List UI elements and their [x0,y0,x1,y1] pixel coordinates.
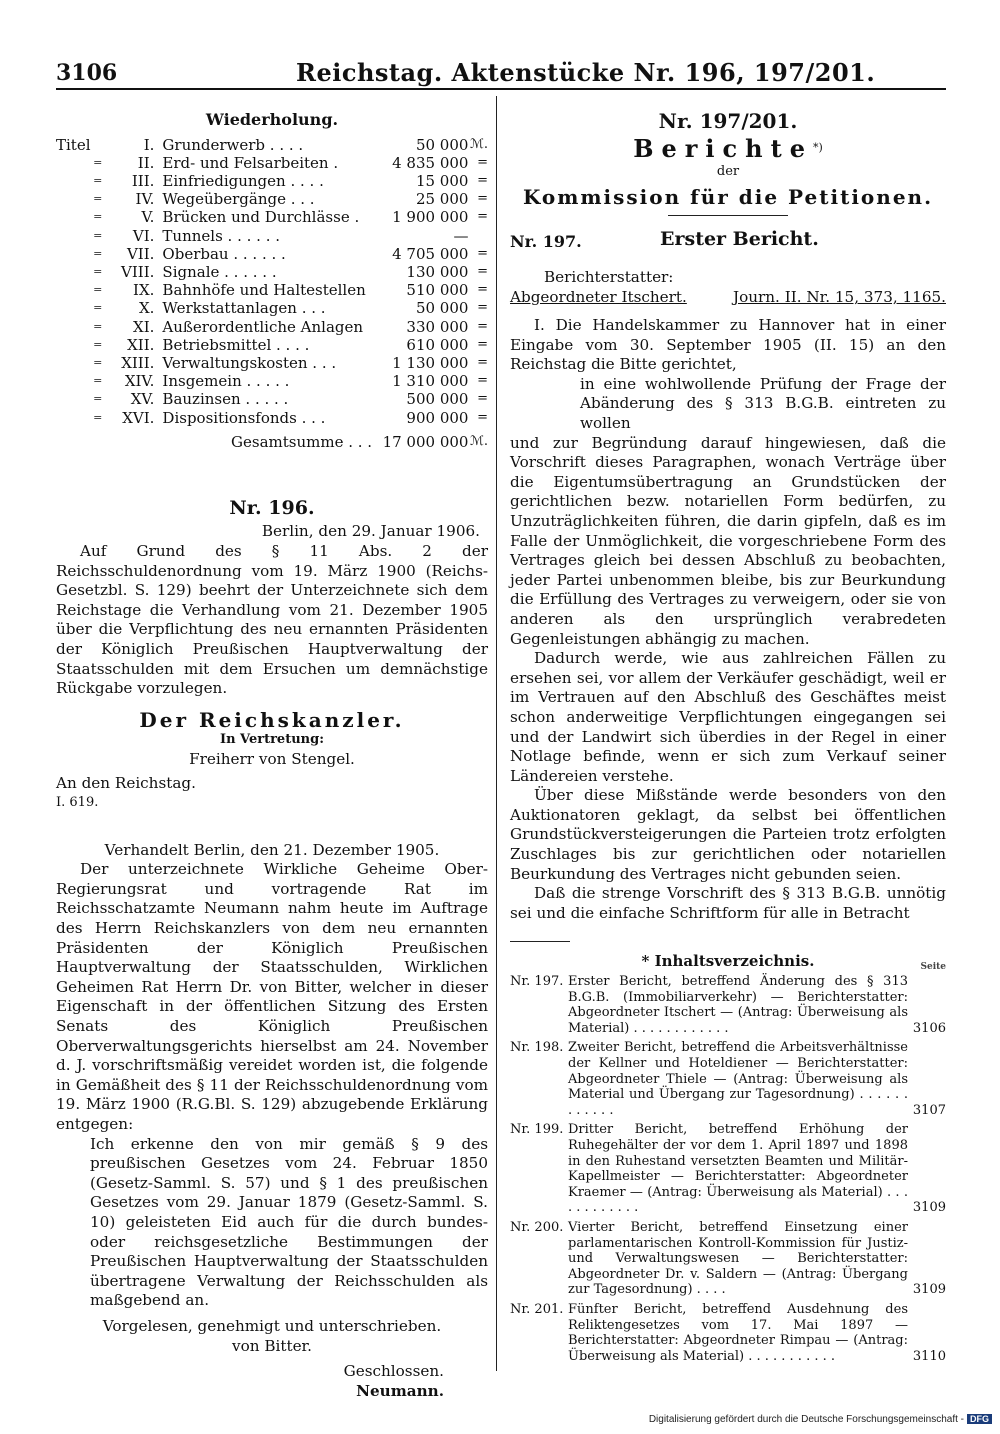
cost-row-item: Oberbau . . . . . . [162,244,286,263]
cost-total-row [56,427,488,451]
toc-entries [510,974,946,1364]
cost-row-roman: II. [137,153,155,172]
cost-row-item: Signale . . . . . . [162,263,277,281]
cost-row-item: Tunnels . . . . . . [162,226,280,245]
cost-row-unit: = [477,409,488,425]
cost-row-ditto: = [93,301,103,315]
header-rule [56,88,946,90]
cost-row-label [56,245,93,263]
toc-entry [510,1220,946,1298]
left-column [56,100,488,1401]
cost-row-roman: VII. [126,244,155,263]
cost-row [56,317,488,335]
toc-entry-text: Fünfter Bericht, betreffend Ausdehnung des Reliktengesetzes vom 17. Mai 1897 — Berichterstatter: Abgeordneter Rimpau — (Antrag: Überweisung als Material) . . . . . . . . . . . [568,1301,908,1364]
cost-row-item: Wegeübergänge . . . [162,190,315,209]
toc-entry [510,974,946,1036]
cost-row-label [56,354,93,372]
repetition-title: Wiederholung. [205,110,339,129]
cost-row-roman: I. [143,135,155,154]
cost-row-amount: 610 000 [406,335,469,354]
cost-row-roman: XI. [133,317,155,336]
journal-ref: Journ. II. Nr. 15, 373, 1165. [732,288,946,307]
cost-row-ditto: = [93,355,103,369]
nr196-date: Berlin, den 29. Januar 1906. [261,522,480,541]
verhandelt-body: Der unterzeichnete Wirkliche Geheime Ober-Regierungsrat und vortragende Rat im Reichsschatzamte Neumann nahm heute im Auftrage des Herrn Reichskanzlers von dem neu ernannten Präsidenten der Königlich Preußischen Hauptverwaltung der Staatsschulden, Wirklichen Geheimen Rat Herrn Dr. von Bitter, welcher in dieser Eigenschaft in der öffentlichen Sitzung des Ersten Senats des Königlich Preußischen Oberverwaltungsgerichts hierselbst am 24. November d. J. vorschriftsmäßig vereidet worden ist, die folgende in Gemäßheit des § 11 der Reichsschuldenordnung vom 19. März 1900 (R.G.Bl. S. 129) abzugebende Erklärung entgegen: [56,860,488,1133]
cost-row-ditto: = [93,155,103,169]
cost-row [56,172,488,190]
cost-row-amount: 4 705 000 [392,244,469,263]
cost-row-label [56,172,93,190]
cost-row-roman: XV. [130,390,155,409]
cost-row-item: Bahnhöfe und Haltestellen [162,281,366,300]
toc-entry-number: Nr. 201. [510,1301,564,1317]
cost-row-amount: 15 000 [415,172,469,191]
cost-row-unit: = [477,373,488,389]
cost-row-label [56,408,93,426]
cost-row-label [56,154,93,172]
cost-row [56,208,488,226]
cost-row [56,372,488,390]
cost-row-ditto: = [93,283,103,297]
berichte-title: Berichte [633,133,813,163]
cost-row-roman: IV. [135,190,155,209]
cost-table [56,136,488,451]
cost-row-item: Einfriedigungen . . . . [162,172,324,191]
toc-entry-text: Dritter Bericht, betreffend Erhöhung der Ruhegehälter der vor dem 1. April 1897 und 1898 in den Ruhestand versetzten Beamten und Militär-Kapellmeister — Berichterstatter: Abgeordneter Kraemer — (Antrag: Überweisung als Material) . . . . . . . . . . . . [568,1122,908,1216]
cost-row-amount: 50 000 [415,299,469,318]
table-of-contents [510,954,946,1364]
cost-row-amount: 1 900 000 [392,208,469,227]
toc-entry-number: Nr. 198. [510,1040,564,1056]
report-p2: und zur Begründung darauf hingewiesen, daß die Vorschrift dieses Paragraphen, wonach Verträge über die Eigentumsübertragung an Grundstücken der gerichtlichen bezw. notariellen Form bedürfen, zu Unzuträglichkeiten führen, die darin gipfeln, daß es im Falle der Unmöglichkeit, die vorgeschriebene Form des Vertrages gleich bei dessen Abschluß zu beobachten, jeder Partei unbenommen bleibe, bis zur Beurkundung die Erfüllung des Vertrages zu verweigern, oder sie von anderen als den ursprünglich verabredeten Gegenleistungen abhängig zu machen. [510,433,946,648]
cost-row-label [56,227,93,245]
cost-row-roman: XIII. [121,353,155,372]
cost-row-label [56,336,93,354]
cost-row-unit: = [477,154,488,170]
cost-row-item: Dispositionsfonds . . . [162,408,326,427]
report-p1: I. Die Handelskammer zu Hannover hat in einer Eingabe vom 30. September 1905 (II. 15) an den Reichstag die Bitte gerichtet, [510,316,946,374]
reporter-name: Abgeordneter Itschert. [510,288,687,307]
cost-row-ditto: = [93,210,103,224]
cost-row-amount: 510 000 [406,281,469,300]
cost-row-amount: 4 835 000 [392,153,469,172]
nr196-ref: I. 619. [56,795,99,811]
cost-row [56,227,488,245]
toc-entry-page: 3109 [912,1282,946,1298]
cost-row-unit: = [477,391,488,407]
cost-row-amount: 500 000 [406,390,469,409]
cost-row [56,354,488,372]
running-title: Reichstag. Aktenstücke Nr. 196, 197/201. [296,58,876,87]
nr197-heading-row [510,228,946,256]
commission-title: Kommission für die Petitionen. [522,184,934,209]
toc-entry [510,1040,946,1118]
dfg-logo: DFG [967,1414,992,1424]
cost-row-label [56,208,93,226]
toc-entry-text: Zweiter Bericht, betreffend die Arbeitsverhältnisse der Kellner und Hoteldiener — Berichterstatter: Abgeordneter Thiele — (Antrag: Überweisung als Material und Übergang zur Tagesordnung) . . . . . . . . . . . . [568,1040,908,1118]
nr196-in-vertretung: In Vertretung: [220,732,324,748]
toc-entry-page: 3107 [912,1102,946,1118]
toc-header [510,952,946,973]
cost-row [56,281,488,299]
toc-entry-text: Erster Bericht, betreffend Änderung des § 313 B.G.B. (Immobiliarverkehr) — Berichterstatter: Abgeordneter Itschert — (Antrag: Überweisung als Material) . . . . . . . . . . . . [568,974,908,1036]
footer-text: Digitalisierung gefördert durch die Deutsche Forschungsgemeinschaft - [648,1414,964,1425]
berichte-heading [510,133,946,163]
toc-entry-page: 3110 [912,1348,946,1364]
der-label: der [716,164,740,180]
cost-table-body [56,136,488,427]
cost-row-item: Außerordentliche Anlagen [162,317,364,336]
total-label: Gesamtsumme . . . [231,432,373,451]
report-p4: Über diese Mißstände werde besonders von den Auktionatoren geklagt, da selbst bei öffentlichen Grundstückversteigerungen die Parteien trotz erfolgten Zuschlages bis zur gerichtlichen oder notariellen Beurkundung des Vertrages nicht gebunden seien. [510,786,946,883]
nr196-body: Auf Grund des § 11 Abs. 2 der Reichsschuldenordnung vom 19. März 1900 (Reichs-Gesetzbl. S. 129) beehrt der Unterzeichnete sich dem Reichstage die Verhandlung vom 21. Dezember 1905 über die Verpflichtung des neu ernannten Präsidenten der Königlich Preußischen Hauptverwaltung der Staatsschulden mit dem Ersuchen um demnächstige Rückgabe vorzulegen. [56,541,488,698]
toc-entry-page: 3106 [912,1020,946,1036]
toc-entry-page: 3109 [912,1200,946,1216]
cost-row-unit: = [477,336,488,352]
toc-entry-number: Nr. 199. [510,1122,564,1138]
report-p5: Daß die strenge Vorschrift des § 313 B.G.B. unnötig sei und die einfache Schriftform für alle in Betracht [510,884,946,922]
total-amount: 17 000 000 [382,432,469,451]
cost-row-label [56,281,93,299]
cost-row-roman: XVI. [122,408,155,427]
cost-row-amount: 25 000 [415,190,469,209]
right-column [510,100,946,1368]
cost-row-roman: VIII. [121,263,155,281]
cost-row-roman: IX. [133,281,155,300]
nr197-title: Erster Bericht. [660,228,819,251]
footer [649,1414,992,1425]
cost-row-label: Titel [56,135,91,154]
toc-title: * Inhaltsverzeichnis. [641,952,815,971]
nr196-signer-name: Freiherr von Stengel. [189,749,355,768]
toc-entry [510,1122,946,1216]
cost-row [56,336,488,354]
toc-entry [510,1302,946,1364]
cost-row-unit: = [477,245,488,261]
nr197-label: Nr. 197. [510,232,582,252]
cost-row-unit: = [477,264,488,279]
reporter-row [510,288,946,310]
cost-row-label [56,372,93,390]
cost-row-ditto: = [93,192,103,206]
cost-row [56,390,488,408]
berichte-footnote-mark: *) [812,140,823,154]
cost-row-label [56,263,93,281]
verhandelt-declaration: Ich erkenne den von mir gemäß § 9 des preußischen Gesetzes vom 24. Februar 1850 (Gesetz-Samml. S. 57) und § 1 des preußischen Gesetzes vom 29. Januar 1879 (Gesetz-Samml. S. 10) geleisteten Eid auch für die durch bundes- oder reichsgesetzliche Bestimmungen der Preußischen Hauptverwaltung der Staatsschulden übertragene Verwaltung der Reichsschulden als maßgebend an. [90,1134,488,1310]
cost-row-label [56,390,93,408]
cost-row [56,408,488,426]
cost-row-ditto: = [93,410,103,424]
cost-row [56,245,488,263]
cost-row-ditto [93,136,107,154]
report-p3: Dadurch werde, wie aus zahlreichen Fällen zu ersehen sei, vor allem der Verkäufer geschädigt, weil er im Vertrauen auf den Abschluß des Geschäftes meist schon anderweitige Verpflichtungen eingegangen sei und der Landwirt sich überdies in der Regel in einer Notlage befinde, wenn er sich zum Verkauf seiner Ländereien verstehe. [510,649,946,785]
nr196-heading: Nr. 196. [229,496,315,519]
column-divider [496,96,497,1371]
toc-seite-label: Seite [920,962,946,973]
cost-row-item: Bauzinsen . . . . . [162,390,289,409]
cost-row-item: Werkstattanlagen . . . [162,299,326,318]
cost-row-amount: — [453,226,469,245]
cost-row-ditto: = [93,374,103,388]
cost-row-unit: = [477,173,488,189]
cost-row-item: Grunderwerb . . . . [162,135,304,154]
cost-row-label [56,190,93,208]
cost-row-item: Insgemein . . . . . [162,372,290,391]
cost-row-ditto: = [93,174,103,188]
cost-row-unit: = [477,318,488,334]
cost-row-roman: V. [141,208,155,227]
toc-entry-text: Vierter Bericht, betreffend Einsetzung einer parlamentarischen Kontroll-Kommission für Justiz- und Verwaltungswesen — Berichterstatter: Abgeordneter Dr. v. Saldern — (Antrag: Übergang zur Tagesordnung) . . . . [568,1219,908,1298]
cost-row-ditto: = [93,319,103,333]
cost-row-unit: = [477,300,488,316]
nr196-signer-title: Der Reichskanzler. [139,707,405,732]
cost-row-ditto: = [93,228,103,242]
cost-row [56,263,488,281]
cost-row-roman: X. [138,299,155,318]
cost-row-amount: 50 000 [415,135,469,154]
cost-row [56,154,488,172]
cost-row-unit: ℳ. [469,136,488,152]
cost-row-label [56,299,93,317]
cost-row-roman: XII. [127,335,155,354]
nr197-201-heading: Nr. 197/201. [658,109,798,133]
cost-row-roman: III. [131,172,155,191]
cost-row-item: Verwaltungskosten . . . [162,353,337,372]
cost-row-ditto: = [93,265,103,278]
cost-row-item: Brücken und Durchlässe . [162,208,360,227]
cost-row-label [56,317,93,335]
verhandelt-closed: Geschlossen. [343,1362,444,1381]
page-number: 3106 [56,60,118,86]
cost-row [56,190,488,208]
cost-row-roman: VI. [132,226,155,245]
cost-row-amount: 1 310 000 [392,372,469,391]
cost-row [56,136,488,154]
toc-entry-number: Nr. 197. [510,974,564,990]
nr196-addressee: An den Reichstag. [56,773,196,792]
verhandelt-date: Verhandelt Berlin, den 21. Dezember 1905. [104,840,440,859]
cost-row-unit: = [477,354,488,370]
cost-row-item: Erd- und Felsarbeiten . [162,153,339,172]
cost-row-ditto: = [93,246,103,260]
verhandelt-read: Vorgelesen, genehmigt und unterschrieben. [102,1316,442,1335]
cost-row-roman: XIV. [124,372,155,391]
cost-row-unit: = [477,191,488,207]
cost-row-ditto: = [93,337,103,351]
toc-entry-number: Nr. 200. [510,1219,564,1235]
total-unit: ℳ. [469,433,488,449]
cost-row-unit: = [477,282,488,298]
report-p1-quote: in eine wohlwollende Prüfung der Frage der Abänderung des § 313 B.G.B. eintreten zu wollen [580,374,946,432]
cost-row-ditto: = [93,392,103,406]
reporter-label: Berichterstatter: [544,268,674,287]
verhandelt-closed-by: Neumann. [356,1381,444,1400]
cost-row-unit [468,227,488,245]
cost-row-amount: 330 000 [406,317,469,336]
cost-row-amount: 130 000 [406,263,469,281]
cost-row [56,299,488,317]
cost-row-unit: = [477,209,488,225]
cost-row-amount: 1 130 000 [392,353,469,372]
verhandelt-signer: von Bitter. [232,1336,312,1355]
cost-row-item: Betriebsmittel . . . . [162,335,310,354]
cost-row-amount: 900 000 [406,408,469,427]
page-header [56,56,946,88]
